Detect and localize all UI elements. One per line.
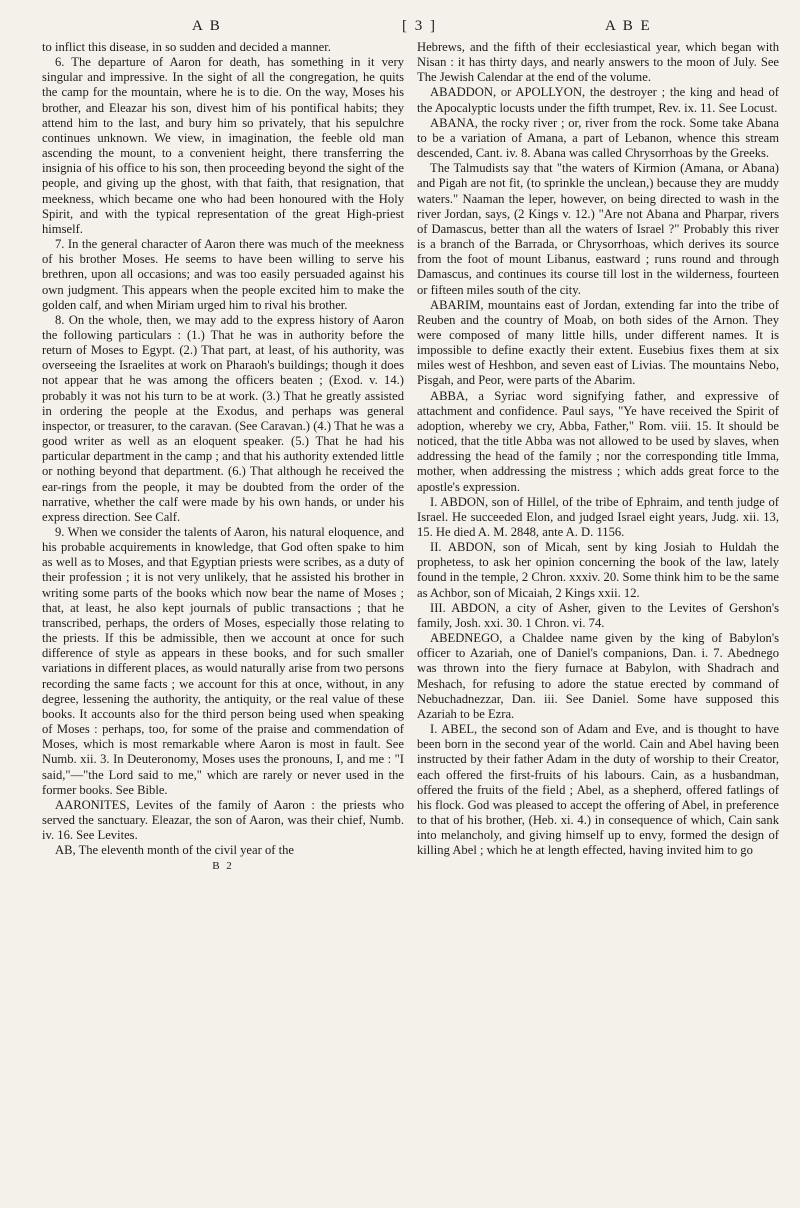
entry-abdon-3: III. ABDON, a city of Asher, given to the Levites of Gershon's family, Josh. xxi. 30. 1 Chron. vi. 74. bbox=[417, 600, 779, 630]
right-column bbox=[417, 40, 779, 875]
paragraph: 9. When we consider the talents of Aaron, his natural eloquence, and his probable acquirements in knowledge, that God often spake to him as well as to Moses, and that Egyptian priests were scribes, as a duty of their profession ; it is not very unlikely, that he assisted his brother in writing some parts of the books which now bear the name of Moses ; that, at least, he also kept journals of public transactions ; that he transcribed, perhaps, the orders of Moses, especially those relating to the priests. If this be admissible, then we account at once for such difference of style as appears in these books, and for such smaller variations in different places, as would naturally arise from two persons recording the same facts ; we account for this at once, without, in any degree, lessening the authority, the antiquity, or the real value of these books. It accounts also for the third person being used when speaking of Moses : perhaps, too, for some of the praise and commendation of Moses, which is most remarkable where Aaron is most in fault. See Numb. xii. 3. In Deuteronomy, Moses uses the pronouns, I, and me : "I said,"—"the Lord said to me," which are rarely or never used in the former books. See Bible. bbox=[42, 525, 404, 797]
paragraph: Hebrews, and the fifth of their ecclesiastical year, which began with Nisan : it has thirty days, and nearly answers to the moon of July. See The Jewish Calendar at the end of the volume. bbox=[417, 40, 779, 85]
paragraph: 8. On the whole, then, we may add to the express history of Aaron the following particulars : (1.) That he was in authority before the return of Moses to Egypt. (2.) That part, at least, of his authority, was overseeing the Israelites at work on Pharaoh's buildings; though it does not appear that he was among the officers beaten ; (Exod. v. 14.) probably it was not his turn to be at work. (3.) That he greatly assisted in ordering the people at the Exodus, and perhaps was general inspector, or treasurer, to the caravan. (See Caravan.) (4.) That he was a good writer as well as an eloquent speaker. (5.) That he had his particular department in the camp ; and that his authority extended little or nothing beyond that department. (6.) That although he received the ear-rings from the people, it may be doubted from the order of the narrative, whether the calf were made by his own hands, or under his express direction. See Calf. bbox=[42, 312, 404, 524]
entry-abana: ABANA, the rocky river ; or, river from the rock. Some take Abana to be a variation of Amana, a part of Lebanon, whence this stream descended, Cant. iv. 8. Abana was called Chrysorrhoas by the Greeks. bbox=[417, 115, 779, 161]
paragraph: 7. In the general character of Aaron there was much of the meekness of his brother Moses. He seems to have been willing to serve his brethren, upon all occasions; and was too easily persuaded against his own judgment. This appears when the people excited him to make the golden calf, and when Miriam urged him to rival his brother. bbox=[42, 237, 404, 312]
entry-abednego: ABEDNEGO, a Chaldee name given by the king of Babylon's officer to Azariah, one of Daniel's companions, Dan. i. 7. Abednego was thrown into the fiery furnace at Babylon, with Shadrach and Meshach, for refusing to adore the statue erected by command of Nebuchadnezzar, Dan. iii. See Daniel. Some have supposed this Azariah to be Ezra. bbox=[417, 631, 779, 721]
entry-ab: AB, The eleventh month of the civil year of the bbox=[55, 843, 294, 858]
entry-abdon-2: II. ABDON, son of Micah, sent by king Josiah to Huldah the prophetess, to ask her opinion concerning the book of the law, lately found in the temple, 2 Chron. xxxiv. 20. Some think him to be the same as Achbor, son of Micaiah, 2 Kings xxii. 12. bbox=[417, 540, 779, 600]
entry-abba: ABBA, a Syriac word signifying father, and expressive of attachment and confidence. Paul says, "Ye have received the Spirit of adoption, whereby we cry, Abba, Father," Rom. viii. 15. It should be noticed, that the title Abba was not allowed to be used by slaves, when addressing the head of the family ; nor the corresponding title Imma, mother, when addressing the mistress ; which adds great force to the apostle's expression. bbox=[417, 388, 779, 494]
header-page-number: [ 3 ] bbox=[402, 18, 437, 34]
signature-mark: B 2 bbox=[212, 860, 234, 873]
entry-abarim: ABARIM, mountains east of Jordan, extending far into the tribe of Reuben and the country of Moab, on both sides of the Arnon. They were composed of many little hills, under different names. It is impossible to define exactly their extent. Eusebius fixes them at six miles west of Heshbon, and seven east of Livias. The mountains Nebo, Pisgah, and Peor, were parts of the Abarim. bbox=[417, 297, 779, 388]
entry-abdon-1: I. ABDON, son of Hillel, of the tribe of Ephraim, and tenth judge of Israel. He succeeded Elon, and judged Israel eight years, Judg. xii. 13, 15. He died A. M. 2848, ante A. D. 1156. bbox=[417, 494, 779, 539]
paragraph: 6. The departure of Aaron for death, has something in it very singular and impressive. In the sight of all the congregation, he quits the camp for the mountain, where he is to die. On the way, Moses his brother, and Eleazar his son, divest him of his pontifical habits; they attend him to the last, and bury him so privately, that his sepulchre continues unknown. We view, in imagination, the feeble old man ascending the mount, to a convenient height, there transferring the insignia of his office to his son, then proceeding beyond the sight of the people, and giving up the ghost, with that faith, that resignation, that meekness, which became one who had been honoured with the Holy Spirit, and with the typical representation of the great High-priest himself. bbox=[42, 55, 404, 236]
header-left-guide-word: A B bbox=[192, 18, 222, 34]
two-column-body bbox=[42, 40, 784, 875]
entry-aaronites: AARONITES, Levites of the family of Aaron : the priests who served the sanctuary. Eleazar, the son of Aaron, was their chief, Numb. iv. 16. See Levites. bbox=[42, 797, 404, 843]
paragraph: The Talmudists say that "the waters of Kirmion (Amana, or Abana) and Pigah are not fit, (to sprinkle the unclean,) because they are muddy waters." Naaman the leper, however, on being directed to wash in the river Jordan, says, (2 Kings v. 12.) "Are not Abana and Pharpar, rivers of Damascus, better than all the waters of Israel ?" Probably this river is a branch of the Barrada, or Chrysorrhoas, which derives its source from the foot of mount Libanus, eastward ; runs round and through Damascus, and continues its course till lost in the wilderness, fourteen or fifteen miles south of the city. bbox=[417, 161, 779, 297]
left-column bbox=[42, 40, 404, 875]
paragraph: to inflict this disease, in so sudden and decided a manner. bbox=[42, 40, 331, 54]
running-header bbox=[42, 6, 784, 40]
entry-abaddon: ABADDON, or APOLLYON, the destroyer ; the king and head of the Apocalyptic locusts under the fifth trumpet, Rev. ix. 11. See Locust. bbox=[417, 85, 779, 115]
entry-abel: I. ABEL, the second son of Adam and Eve, and is thought to have been born in the second year of the world. Cain and Abel having been instructed by their father Adam in the duty of worship to their Creator, each offered the first-fruits of his labours. Cain, as a husbandman, offered the fruits of the field ; Abel, as a shepherd, offered fatlings of his flock. God was pleased to accept the offering of Abel, in preference to that of his brother, (Heb. xi. 4.) in consequence of which, Cain sank into melancholy, and giving himself up to envy, formed the design of killing Abel ; which he at length effected, having invited him to go bbox=[417, 722, 779, 858]
header-right-guide-word: A B E bbox=[605, 18, 652, 34]
